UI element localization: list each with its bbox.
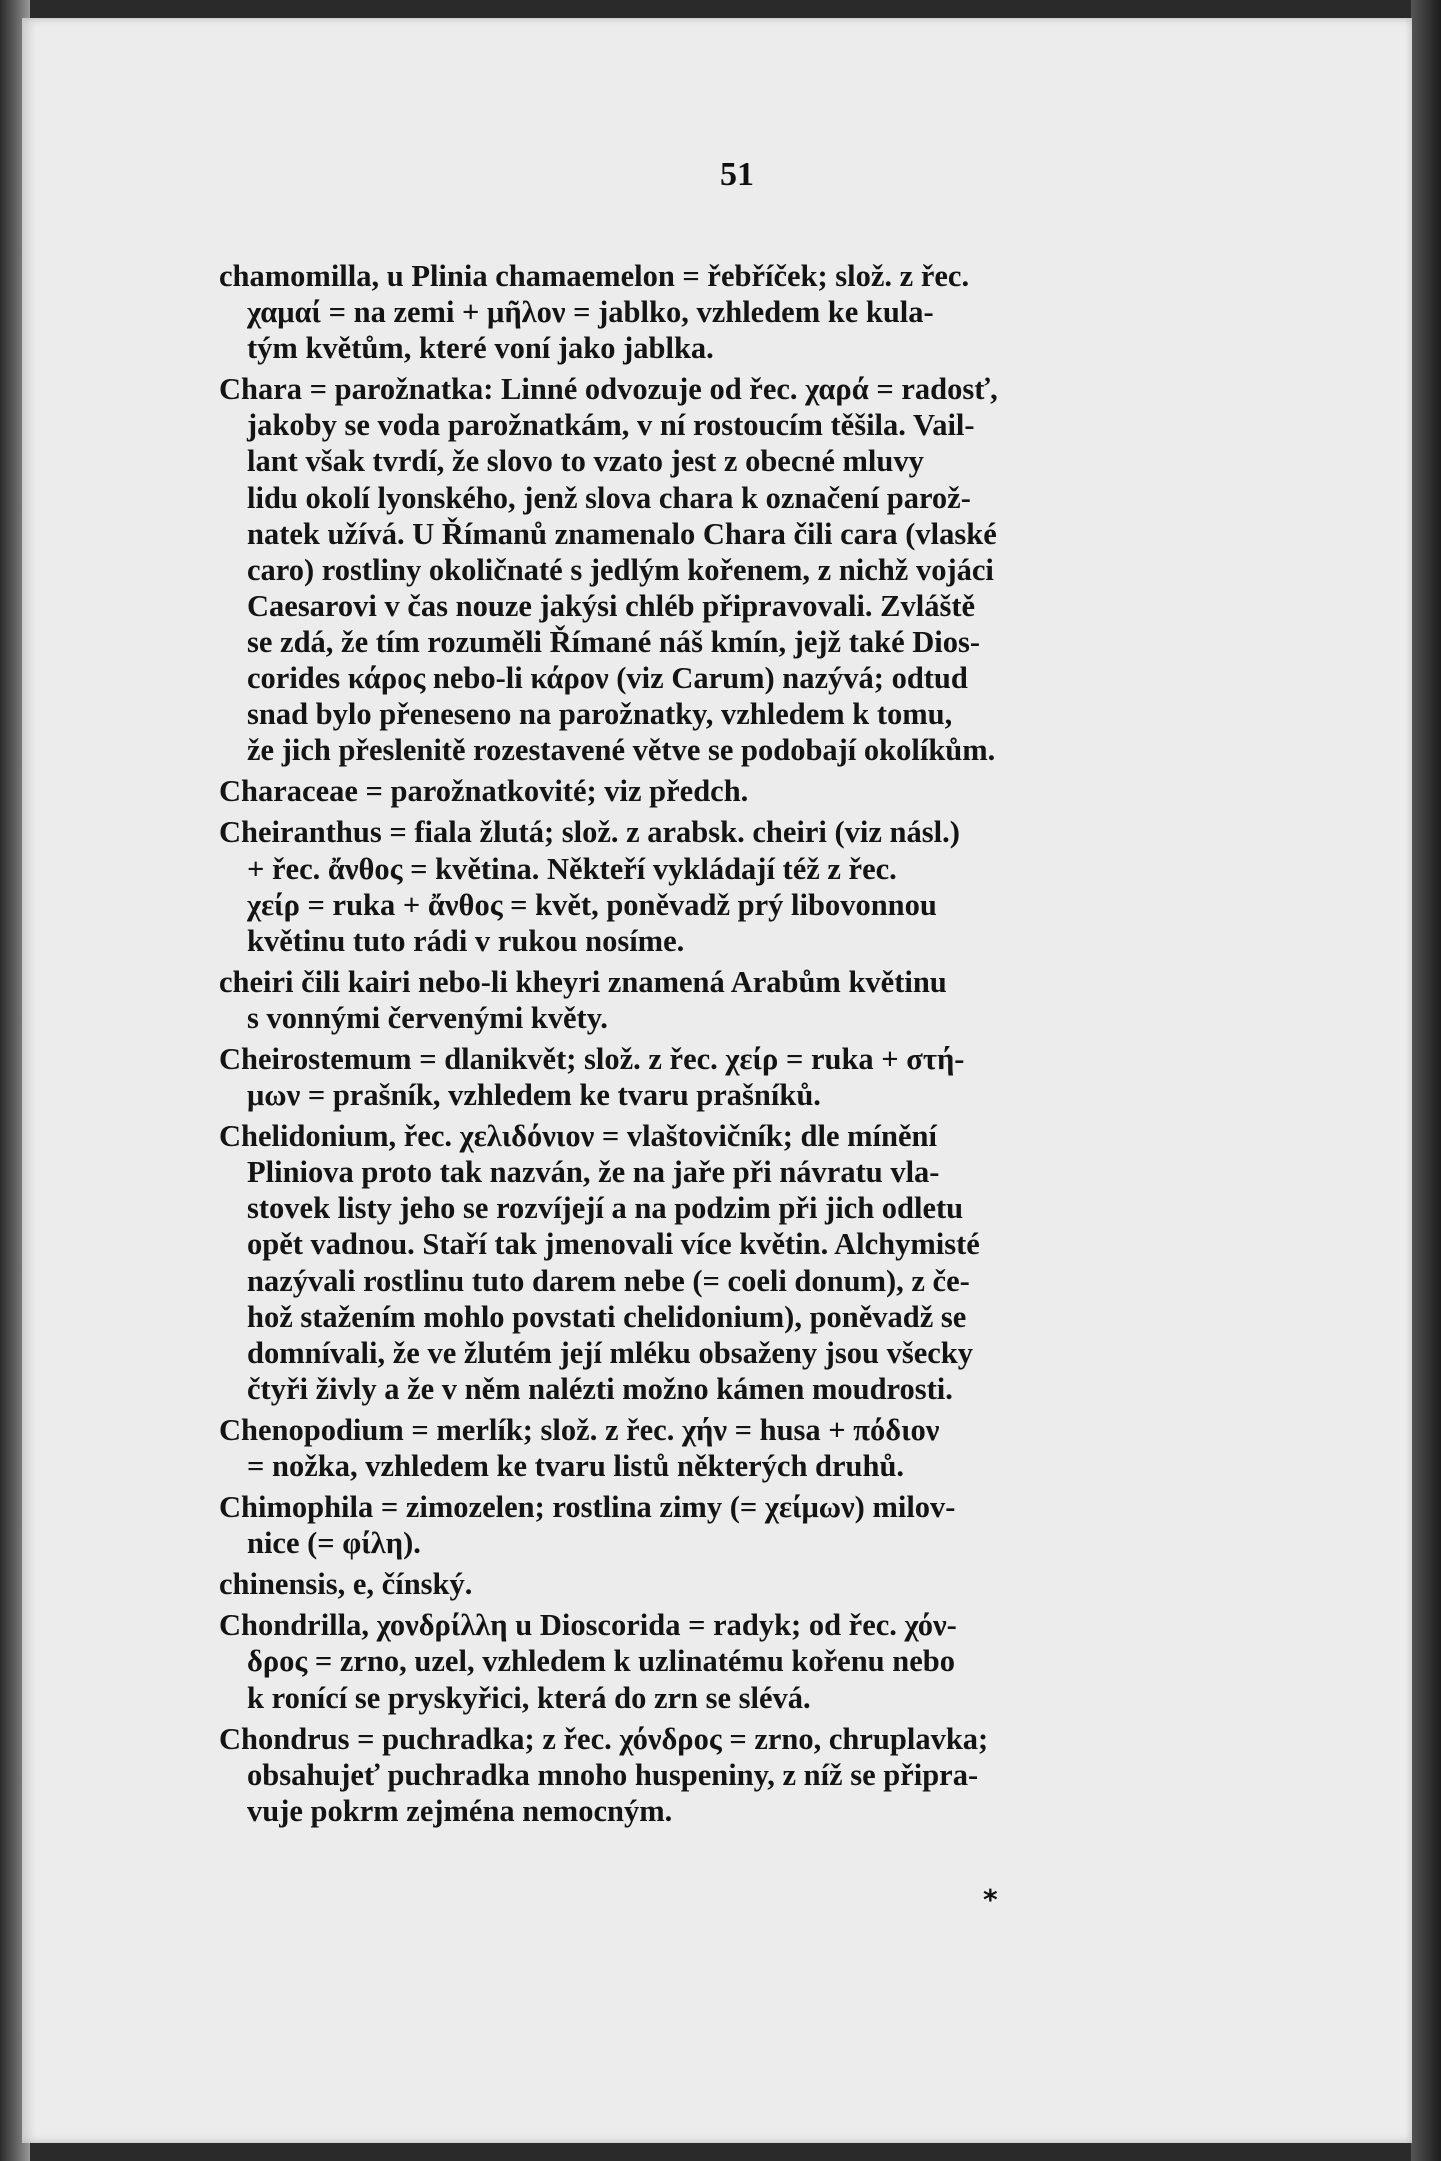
entry-line: Chondrus = puchradka; z řec. χόνδρος = zrno, chruplavka; bbox=[219, 1721, 989, 1756]
end-ornament: * bbox=[983, 1883, 998, 1916]
page-number: 51 bbox=[720, 156, 754, 193]
dictionary-entry bbox=[219, 1721, 1195, 1829]
dictionary-entry bbox=[219, 964, 1195, 1036]
dictionary-entry bbox=[219, 814, 1195, 958]
entry-line: chinensis, e, čínský. bbox=[219, 1567, 473, 1602]
dictionary-text bbox=[219, 258, 1195, 1834]
book-page bbox=[22, 18, 1412, 2143]
dictionary-entry bbox=[219, 258, 1195, 366]
dictionary-entry bbox=[219, 1118, 1195, 1407]
dictionary-entry bbox=[219, 1041, 1195, 1113]
entry-line: že jich přeslenitě rozestavené větve se podobají okolíkům. bbox=[247, 733, 996, 768]
entry-line: Characeae = parožnatkovité; viz předch. bbox=[219, 774, 749, 809]
entry-line: μων = prašník, vzhledem ke tvaru prašníků. bbox=[247, 1078, 821, 1113]
entry-line: Cheiranthus = fiala žlutá; slož. z arabsk. cheiri (viz násl.) bbox=[219, 815, 960, 850]
entry-line: květinu tuto rádi v rukou nosíme. bbox=[247, 923, 685, 958]
entry-line: χείρ = ruka + ἄνθος = květ, poněvadž prý libovonnou bbox=[247, 887, 937, 922]
dictionary-entry bbox=[219, 1607, 1195, 1715]
entry-line: lant však tvrdí, že slovo to vzato jest z obecné mluvy bbox=[247, 444, 924, 479]
entry-line: opět vadnou. Staří tak jmenovali více květin. Alchymisté bbox=[247, 1227, 980, 1262]
dictionary-entry bbox=[219, 773, 1195, 809]
entry-line: δρος = zrno, uzel, vzhledem k uzlinatému kořenu nebo bbox=[247, 1644, 955, 1679]
entry-line: tým květům, které voní jako jablka. bbox=[247, 331, 714, 366]
entry-line: Cheirostemum = dlanikvět; slož. z řec. χείρ = ruka + στή- bbox=[219, 1041, 965, 1076]
entry-line: Pliniova proto tak nazván, že na jaře při návratu vla- bbox=[247, 1155, 940, 1190]
entry-line: vuje pokrm zejména nemocným. bbox=[247, 1793, 673, 1828]
entry-line: stovek listy jeho se rozvíjejí a na podzim při jich odletu bbox=[247, 1191, 964, 1226]
scan-right-edge bbox=[1411, 0, 1441, 2161]
dictionary-entry bbox=[219, 1489, 1195, 1561]
entry-line: + řec. ἄνθος = květina. Někteří vykládají též z řec. bbox=[247, 851, 897, 886]
dictionary-entry bbox=[219, 1412, 1195, 1484]
entry-line: cheiri čili kairi nebo-li kheyri znamená Arabům květinu bbox=[219, 964, 947, 999]
entry-line: Chimophila = zimozelen; rostlina zimy (= χείμων) milov- bbox=[219, 1490, 956, 1525]
entry-line: s vonnými červenými květy. bbox=[247, 1000, 608, 1035]
entry-line: Chelidonium, řec. χελιδόνιον = vlaštovičník; dle mínění bbox=[219, 1119, 937, 1154]
entry-line: snad bylo přeneseno na parožnatky, vzhledem k tomu, bbox=[247, 697, 953, 732]
entry-line: Chara = parožnatka: Linné odvozuje od řec. χαρά = radosť, bbox=[219, 372, 998, 407]
dictionary-entry bbox=[219, 1566, 1195, 1602]
entry-line: = nožka, vzhledem ke tvaru listů některých druhů. bbox=[247, 1449, 905, 1483]
entry-line: Chenopodium = merlík; slož. z řec. χήν = husa + πόδιον bbox=[219, 1412, 940, 1447]
entry-line: jakoby se voda parožnatkám, v ní rostoucím těšila. Vail- bbox=[247, 408, 975, 443]
entry-line: natek užívá. U Římanů znamenalo Chara čili cara (vlaské bbox=[247, 516, 997, 551]
entry-line: lidu okolí lyonského, jenž slova chara k označení parož- bbox=[247, 480, 971, 515]
entry-line: Chondrilla, χονδρίλλη u Dioscorida = radyk; od řec. χόν- bbox=[219, 1608, 957, 1643]
entry-line: corides κάρος nebo-li κάρον (viz Carum) nazývá; odtud bbox=[247, 661, 968, 696]
entry-line: domnívali, že ve žlutém její mléku obsaženy jsou všecky bbox=[247, 1335, 973, 1370]
entry-line: hož stažením mohlo povstati chelidonium), poněvadž se bbox=[247, 1299, 967, 1334]
dictionary-entry bbox=[219, 371, 1195, 768]
entry-line: obsahujeť puchradka mnoho huspeniny, z níž se připra- bbox=[247, 1757, 979, 1792]
entry-line: Caesarovi v čas nouze jakýsi chléb připravovali. Zvláště bbox=[247, 588, 976, 623]
entry-line: se zdá, že tím rozuměli Římané náš kmín, jejž také Dios- bbox=[247, 624, 981, 659]
entry-line: nice (= φίλη). bbox=[247, 1526, 421, 1561]
entry-line: k ronící se pryskyřici, která do zrn se slévá. bbox=[247, 1680, 811, 1715]
entry-line: caro) rostliny okoličnaté s jedlým kořenem, z nichž vojáci bbox=[247, 552, 994, 587]
entry-line: nazývali rostlinu tuto darem nebe (= coeli donum), z če- bbox=[247, 1263, 970, 1298]
entry-line: χαμαί = na zemi + μῆλον = jablko, vzhledem ke kula- bbox=[247, 295, 934, 330]
entry-line: čtyři živly a že v něm nalézti možno kámen moudrosti. bbox=[247, 1371, 953, 1406]
entry-line: chamomilla, u Plinia chamaemelon = řebříček; slož. z řec. bbox=[219, 259, 970, 293]
